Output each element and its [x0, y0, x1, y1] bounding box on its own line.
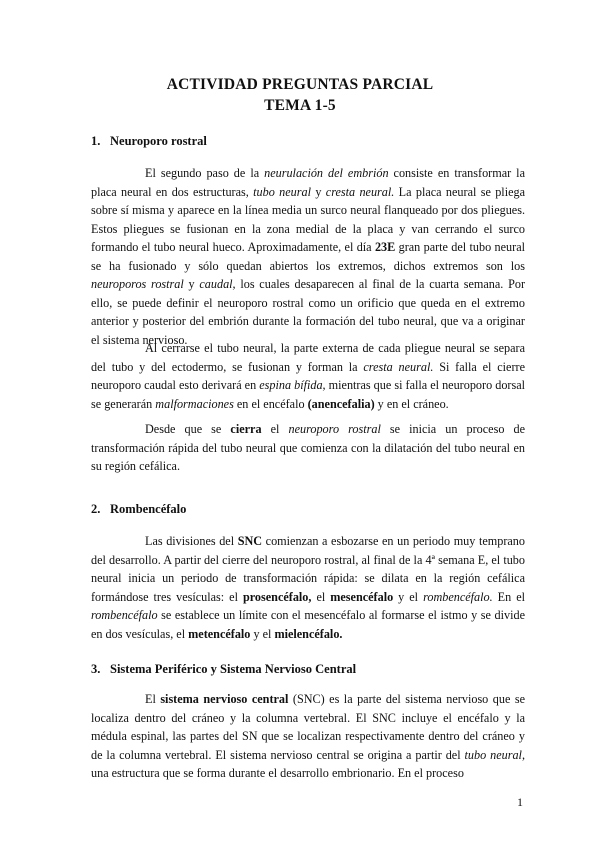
text-run: en el encéfalo: [233, 396, 308, 411]
section-1-paragraph-2: [91, 339, 525, 413]
italic-term: caudal,: [199, 277, 236, 291]
bold-term: (anencefalia): [307, 396, 375, 411]
text-run: Las divisiones del: [145, 534, 238, 548]
text-run: una estructura que se forma durante el desarrollo embrionario. En el proceso: [91, 766, 464, 780]
italic-term: espina bífida,: [259, 378, 326, 392]
text-run: los cuales desaparecen al final de la cuarta semana. Por ello, se puede definir el neuroporo rostral como un orificio que queda en el extremo anterior y posterior del embrión durante la formación del tubo neural, que va a originar el sistema nervioso.: [91, 277, 525, 347]
section-1-heading: [91, 134, 207, 149]
bold-term: 23E: [374, 240, 396, 254]
document-title: ACTIVIDAD PREGUNTAS PARCIAL: [166, 76, 434, 93]
text-run: y en el cráneo.: [374, 396, 449, 411]
text-run: el: [261, 422, 289, 436]
section-title: Neuroporo rostral: [110, 134, 207, 148]
document-subtitle: TEMA 1-5: [264, 97, 336, 114]
italic-term: rombencéfalo.: [423, 589, 493, 604]
section-title: Sistema Periférico y Sistema Nervioso Central: [110, 662, 357, 676]
section-number: 1.: [91, 134, 101, 148]
section-3-heading: [91, 662, 356, 677]
bold-term: cierra: [230, 422, 262, 436]
text-run: y el: [393, 589, 424, 604]
section-2-heading: [91, 502, 186, 517]
text-run: se establece un límite con el mesencéfalo al formarse el istmo y se divide en dos vesículas, el: [91, 608, 525, 641]
text-run: En el: [492, 589, 525, 604]
section-number: 3.: [91, 662, 101, 676]
section-3-paragraph-1: [91, 690, 525, 783]
text-run: se inicia un proceso de transformación rápida del tubo neural que comienza con la dilatación del tubo neural en su región cefálica.: [91, 422, 525, 473]
text-run: Desde que se: [145, 422, 231, 436]
bold-term: SNC: [237, 534, 263, 548]
italic-term: tubo neural,: [464, 747, 525, 762]
bold-term: metencéfalo: [188, 626, 251, 641]
text-run: La placa neural se pliega sobre sí misma y aparece en la línea media un surco neural flanqueado por dos pliegues. Estos pliegues se fusionan en la zona medial de la placa y van cerrando el surco formando el tubo neural hueco. Aproximadamente, el día: [91, 184, 525, 254]
text-run: mientras que si falla el neuroporo dorsal se generarán: [91, 378, 526, 411]
text-run: Si falla el cierre neuroporo caudal esto derivará en: [91, 359, 525, 392]
section-number: 2.: [91, 502, 101, 516]
italic-term: neuroporo rostral: [288, 422, 381, 436]
bold-term: mielencéfalo.: [274, 626, 343, 641]
text-run: El: [145, 692, 161, 706]
bold-term: prosencéfalo,: [242, 589, 312, 604]
italic-term: rombencéfalo: [91, 608, 158, 622]
text-run: El segundo paso de la: [145, 166, 265, 180]
text-run: y el: [250, 626, 275, 641]
italic-term: tubo neural: [253, 184, 311, 199]
text-run: el: [311, 589, 331, 604]
italic-term: neurulación del embrión: [264, 166, 389, 180]
text-run: consiste en transformar la placa neural en dos estructuras,: [91, 166, 525, 199]
page-number: 1: [517, 795, 523, 809]
text-run: (SNC) es la parte del sistema nervioso que se localiza dentro del cráneo y la columna vertebral. El SNC incluye el encéfalo y la médula espinal, las partes del SN que se localizan respectivamente dentro del cráneo y de la columna vertebral. El sistema nervioso central se origina a partir del: [91, 692, 525, 762]
text-run: comienzan a esbozarse en un periodo muy temprano del desarrollo. A partir del cierre del neuroporo rostral, al final de la 4ª semana E, el tubo neural inicia un periodo de transformación rápida: se dilata en la región cefálica formándose tres vesículas: el: [91, 534, 525, 604]
text-run: Al cerrarse el tubo neural, la parte externa de cada pliegue neural se separa del tubo y del ectodermo, se fusionan y forman la: [91, 341, 525, 374]
italic-term: cresta neural.: [363, 359, 434, 374]
section-2-paragraph-1: [91, 532, 525, 643]
text-run: gran parte del tubo neural se ha fusionado y sólo quedan abiertos los extremos, dichos extremos son los: [91, 240, 525, 273]
bold-term: mesencéfalo: [330, 589, 394, 604]
bold-term: sistema nervioso central: [160, 692, 289, 706]
text-run: y: [311, 184, 326, 199]
italic-term: cresta neural.: [325, 184, 395, 199]
section-1-paragraph-1: [91, 164, 525, 349]
section-title: Rombencéfalo: [110, 502, 187, 516]
section-1-paragraph-3: [91, 420, 525, 476]
italic-term: malformaciones: [155, 396, 234, 411]
italic-term: neuroporos rostral: [91, 277, 184, 291]
text-run: y: [183, 277, 200, 291]
